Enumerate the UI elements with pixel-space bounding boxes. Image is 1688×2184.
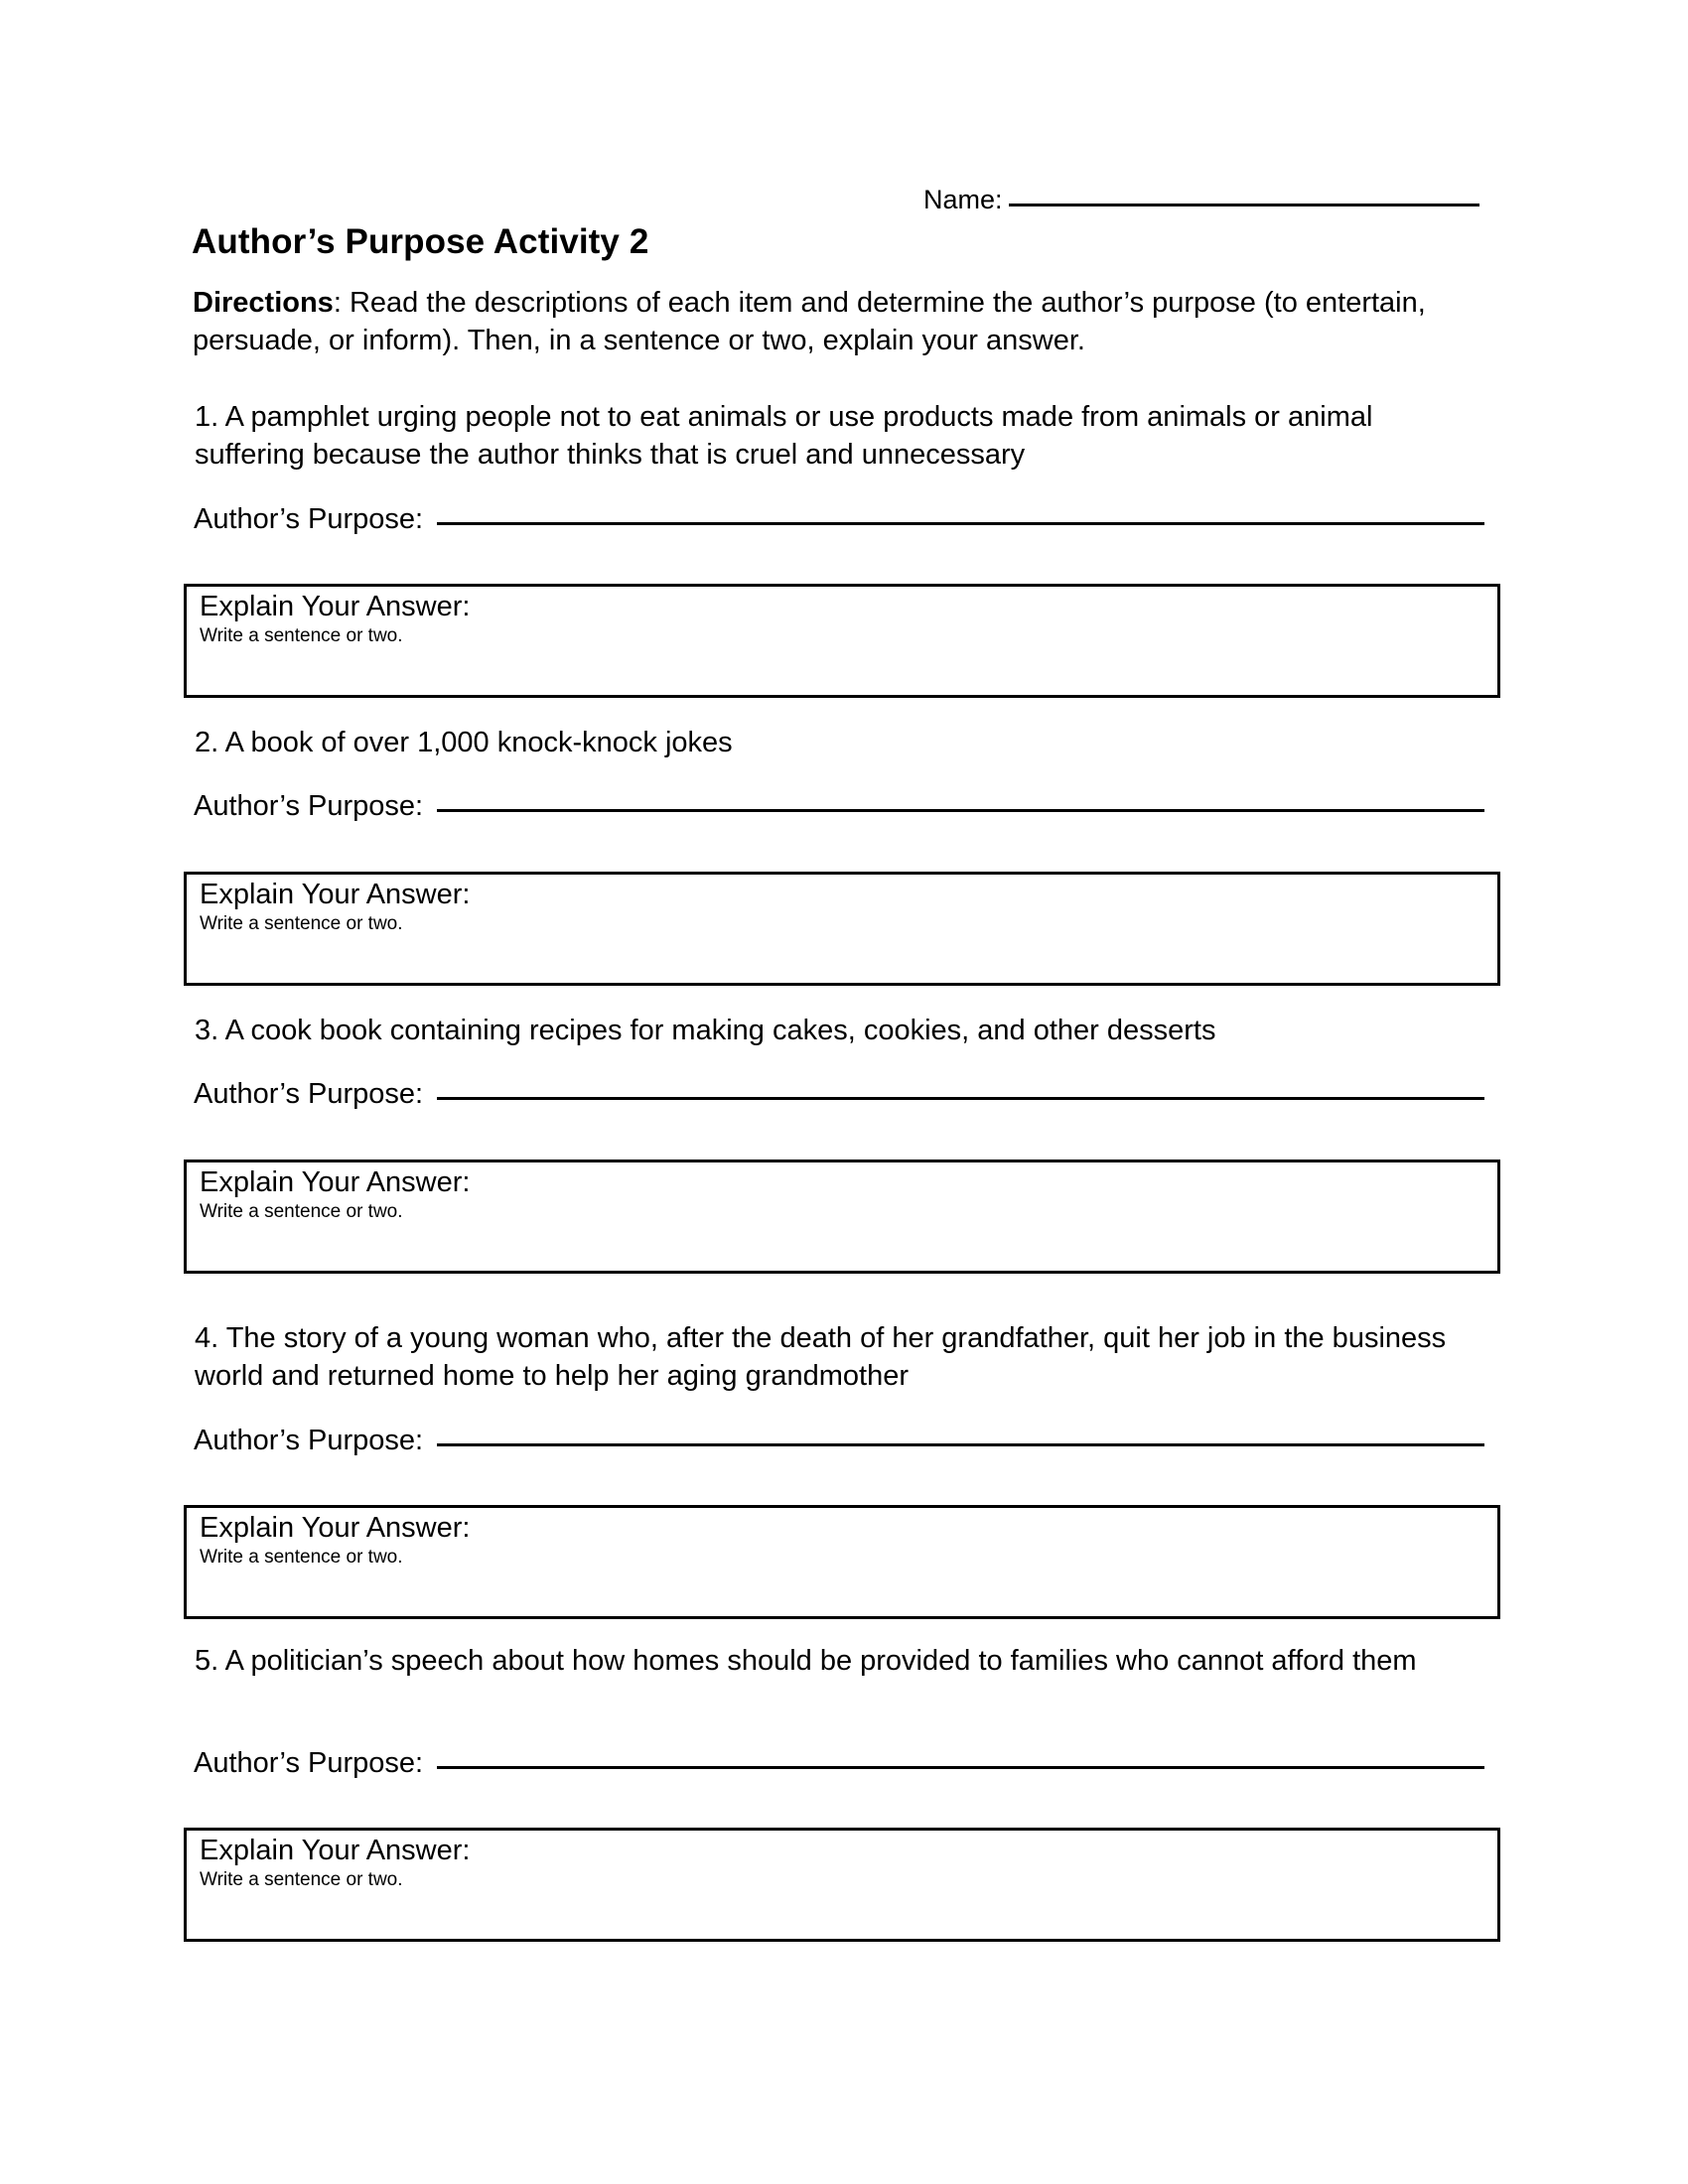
explain-answer-box[interactable] [184,1505,1500,1619]
purpose-write-in-line[interactable] [437,808,1484,812]
purpose-label: Author’s Purpose: [194,503,424,535]
question-prompt: 1. A pamphlet urging people not to eat animals or use products made from animals or animal suffering because the author thinks that is cruel and unnecessary [195,401,1373,471]
explain-answer-box[interactable] [184,1160,1500,1274]
purpose-answer-row [194,1427,1484,1455]
purpose-label: Author’s Purpose: [194,1425,424,1456]
explain-answer-subtext: Write a sentence or two. [200,1547,403,1568]
explain-answer-subtext: Write a sentence or two. [200,625,403,646]
explain-answer-heading: Explain Your Answer: [200,591,471,622]
explain-answer-box[interactable] [184,872,1500,986]
directions-label: Directions [193,287,334,319]
purpose-label: Author’s Purpose: [194,1078,424,1110]
name-write-in-line[interactable] [1009,203,1479,206]
explain-answer-heading: Explain Your Answer: [200,1166,471,1198]
explain-answer-subtext: Write a sentence or two. [200,1869,403,1890]
question-prompt: 5. A politician’s speech about how homes should be provided to families who cannot afford them [195,1645,1417,1677]
page-title: Author’s Purpose Activity 2 [192,222,649,261]
purpose-write-in-line[interactable] [437,521,1484,525]
question-prompt: 2. A book of over 1,000 knock-knock jokes [195,727,733,758]
directions-paragraph [193,285,1483,359]
purpose-answer-row [194,1749,1484,1778]
purpose-write-in-line[interactable] [437,1765,1484,1769]
explain-answer-heading: Explain Your Answer: [200,879,471,910]
purpose-answer-row [194,792,1484,821]
purpose-label: Author’s Purpose: [194,790,424,822]
explain-answer-heading: Explain Your Answer: [200,1512,471,1544]
explain-answer-heading: Explain Your Answer: [200,1835,471,1866]
purpose-answer-row [194,1080,1484,1109]
name-label: Name: [923,185,1003,214]
question-prompt: 3. A cook book containing recipes for making cakes, cookies, and other desserts [195,1015,1216,1046]
purpose-write-in-line[interactable] [437,1442,1484,1446]
purpose-label: Author’s Purpose: [194,1747,424,1779]
explain-answer-subtext: Write a sentence or two. [200,913,403,934]
purpose-write-in-line[interactable] [437,1096,1484,1100]
explain-answer-subtext: Write a sentence or two. [200,1201,403,1222]
purpose-answer-row [194,505,1484,534]
explain-answer-box[interactable] [184,584,1500,698]
question-prompt: 4. The story of a young woman who, after the death of her grandfather, quit her job in the business world and returned home to help her aging grandmother [195,1322,1447,1392]
name-field-row [923,187,1479,213]
directions-body: : Read the descriptions of each item and determine the author’s purpose (to entertain, persuade, or inform). Then, in a sentence or two, explain your answer. [193,287,1426,356]
explain-answer-box[interactable] [184,1828,1500,1942]
